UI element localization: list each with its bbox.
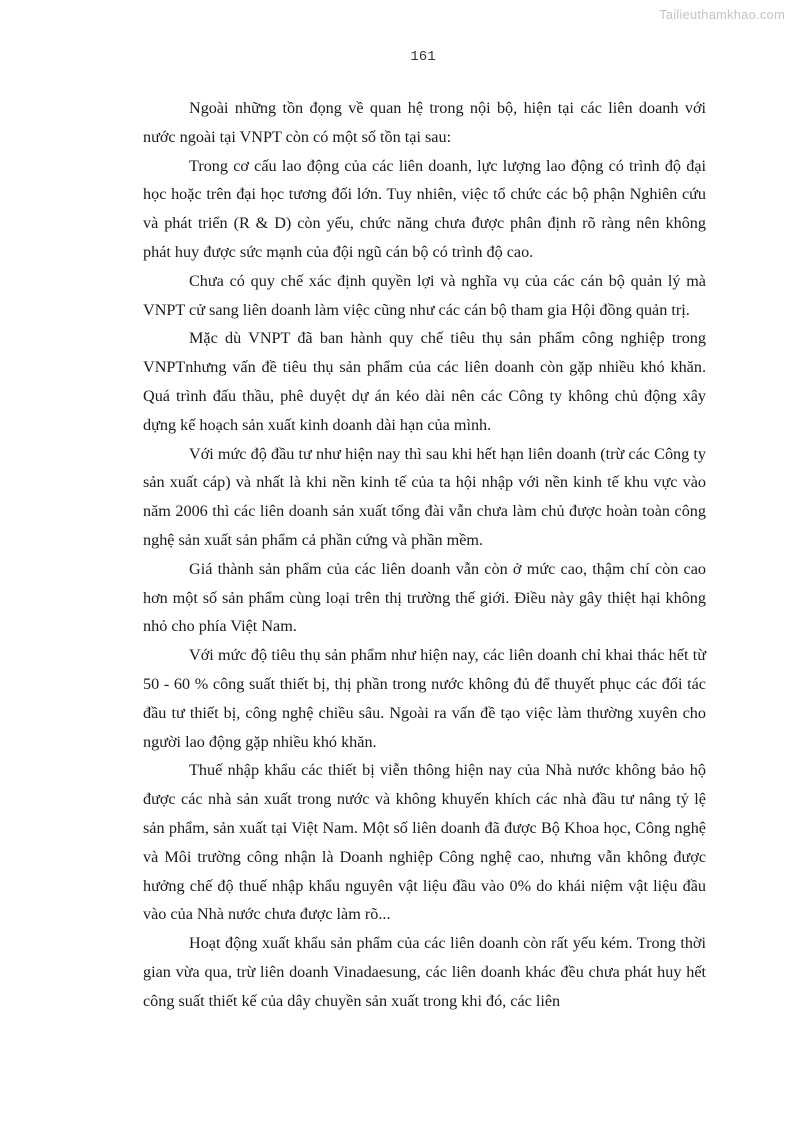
- paragraph-6: Giá thành sản phẩm của các liên doanh vẫn còn ở mức cao, thậm chí còn cao hơn một số sản phẩm cùng loại trên thị trường thế giới. Điều này gây thiệt hại không nhỏ cho phía Việt Nam.: [143, 559, 706, 636]
- watermark-text: Tailieuthamkhao.com: [659, 7, 785, 22]
- paragraph-1: Ngoài những tồn đọng về quan hệ trong nội bộ, hiện tại các liên doanh với nước ngoài tại VNPT còn có một số tồn tại sau:: [143, 99, 706, 146]
- page-number: 161: [410, 49, 436, 65]
- paragraph-3: Chưa có quy chế xác định quyền lợi và nghĩa vụ của các cán bộ quản lý mà VNPT cử sang liên doanh làm việc cũng như các cán bộ tham gia Hội đồng quản trị.: [143, 271, 706, 319]
- paragraph-4: Mặc dù VNPT đã ban hành quy chế tiêu thụ sản phẩm công nghiệp trong VNPTnhưng vấn đề tiêu thụ sản phẩm của các liên doanh còn gặp nhiều khó khăn. Quá trình đấu thầu, phê duyệt dự án kéo dài nên các Công ty không chủ động xây dựng kế hoạch sản xuất kinh doanh dài hạn của mình.: [143, 329, 706, 434]
- paragraph-9: Hoạt động xuất khẩu sản phẩm của các liên doanh còn rất yếu kém. Trong thời gian vừa qua, trừ liên doanh Vinadaesung, các liên doanh khác đều chưa phát huy hết công suất thiết kế của dây chuyền sản xuất trong khi đó, các liên: [143, 934, 706, 1010]
- paragraph-7: Với mức độ tiêu thụ sản phẩm như hiện nay, các liên doanh chỉ khai thác hết từ 50 - 60 % công suất thiết bị, thị phần trong nước không đủ để thuyết phục các đối tác đầu tư thiết bị, công nghệ chiều sâu. Ngoài ra vấn đề tạo việc làm thường xuyên cho người lao động gặp nhiều khó khăn.: [143, 646, 706, 751]
- paragraph-2: Trong cơ cấu lao động của các liên doanh, lực lượng lao động có trình độ đại học hoặc trên đại học tương đối lớn. Tuy nhiên, việc tổ chức các bộ phận Nghiên cứu và phát triển (R & D) còn yếu, chức năng chưa được phân định rõ ràng nên không phát huy được sức mạnh của đội ngũ cán bộ có trình độ cao.: [143, 156, 706, 261]
- document-body: [143, 94, 706, 1016]
- paragraph-5: Với mức độ đầu tư như hiện nay thì sau khi hết hạn liên doanh (trừ các Công ty sản xuất cáp) và nhất là khi nền kinh tế của ta hội nhập với nền kinh tế khu vực vào năm 2006 thì các liên doanh sản xuất tổng đài vẫn chưa làm chủ được hoàn toàn công nghệ sản xuất sản phẩm cả phần cứng và phần mềm.: [143, 444, 706, 549]
- paragraph-8: Thuế nhập khẩu các thiết bị viễn thông hiện nay của Nhà nước không bảo hộ được các nhà sản xuất trong nước và không khuyến khích các nhà đầu tư nâng tỷ lệ sản phẩm, sản xuất tại Việt Nam. Một số liên doanh đã được Bộ Khoa học, Công nghệ và Môi trường công nhận là Doanh nghiệp Công nghệ cao, nhưng vẫn không được hưởng chế độ thuế nhập khẩu nguyên vật liệu đầu vào 0% do khái niệm vật liệu đầu vào của Nhà nước chưa được làm rõ...: [143, 761, 706, 924]
